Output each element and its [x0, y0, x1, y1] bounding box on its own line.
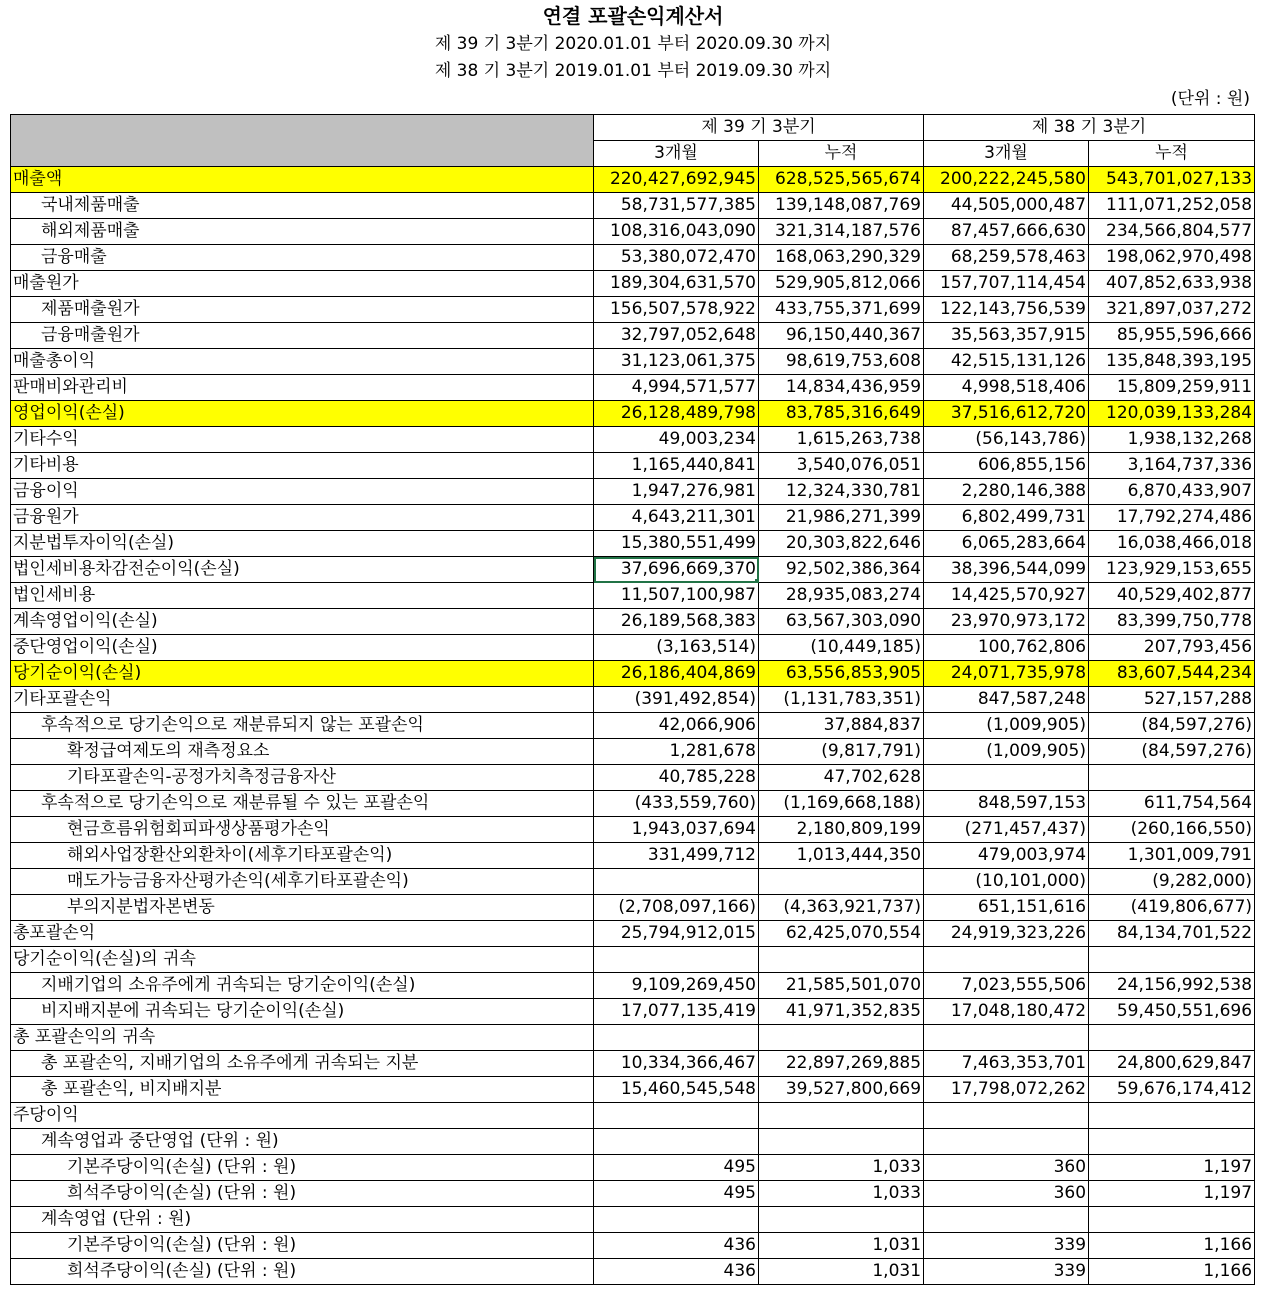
- prior-cumulative-cell[interactable]: [1089, 1207, 1255, 1233]
- current-three-month-cell[interactable]: 4,994,571,577: [594, 375, 759, 401]
- current-cumulative-cell[interactable]: 39,527,800,669: [759, 1077, 924, 1103]
- table-row: [11, 1129, 1255, 1155]
- prior-cumulative-cell[interactable]: 84,134,701,522: [1089, 921, 1255, 947]
- prior-three-month-cell[interactable]: 339: [924, 1233, 1089, 1259]
- row-label-cell[interactable]: 기본주당이익(손실) (단위 : 원): [11, 1233, 594, 1259]
- current-three-month-cell[interactable]: 1,165,440,841: [594, 453, 759, 479]
- table-row: [11, 1025, 1255, 1051]
- header-current-period[interactable]: 제 39 기 3분기: [594, 115, 924, 141]
- prior-three-month-cell[interactable]: [924, 765, 1089, 791]
- prior-three-month-cell[interactable]: (1,009,905): [924, 739, 1089, 765]
- prior-three-month-cell[interactable]: 848,597,153: [924, 791, 1089, 817]
- header-prior-cumulative[interactable]: 누적: [1089, 141, 1255, 167]
- prior-cumulative-cell[interactable]: 3,164,737,336: [1089, 453, 1255, 479]
- current-cumulative-cell[interactable]: 28,935,083,274: [759, 583, 924, 609]
- prior-three-month-cell[interactable]: [924, 947, 1089, 973]
- current-three-month-cell[interactable]: [594, 1103, 759, 1129]
- current-three-month-cell[interactable]: 495: [594, 1181, 759, 1207]
- current-three-month-cell[interactable]: 436: [594, 1259, 759, 1285]
- prior-cumulative-cell[interactable]: [1089, 765, 1255, 791]
- current-three-month-cell[interactable]: 42,066,906: [594, 713, 759, 739]
- prior-three-month-cell[interactable]: 35,563,357,915: [924, 323, 1089, 349]
- prior-cumulative-cell[interactable]: 6,870,433,907: [1089, 479, 1255, 505]
- prior-three-month-cell[interactable]: 479,003,974: [924, 843, 1089, 869]
- current-three-month-cell[interactable]: 40,785,228: [594, 765, 759, 791]
- row-label-cell[interactable]: 계속영업과 중단영업 (단위 : 원): [11, 1129, 594, 1155]
- current-three-month-cell[interactable]: 436: [594, 1233, 759, 1259]
- row-label-cell[interactable]: 총 포괄손익의 귀속: [11, 1025, 594, 1051]
- table-row: [11, 1181, 1255, 1207]
- prior-three-month-cell[interactable]: 2,280,146,388: [924, 479, 1089, 505]
- table-row: [11, 1103, 1255, 1129]
- prior-cumulative-cell[interactable]: 17,792,274,486: [1089, 505, 1255, 531]
- current-cumulative-cell[interactable]: (10,449,185): [759, 635, 924, 661]
- prior-cumulative-cell[interactable]: 321,897,037,272: [1089, 297, 1255, 323]
- current-three-month-cell[interactable]: 156,507,578,922: [594, 297, 759, 323]
- table-row: [11, 245, 1255, 271]
- current-three-month-cell[interactable]: [594, 869, 759, 895]
- table-row: [11, 1207, 1255, 1233]
- current-three-month-cell[interactable]: 26,186,404,869: [594, 661, 759, 687]
- current-three-month-cell[interactable]: 189,304,631,570: [594, 271, 759, 297]
- table-row: [11, 453, 1255, 479]
- current-three-month-cell[interactable]: [594, 1207, 759, 1233]
- row-label-cell[interactable]: 희석주당이익(손실) (단위 : 원): [11, 1259, 594, 1285]
- table-row: [11, 765, 1255, 791]
- prior-cumulative-cell[interactable]: 1,166: [1089, 1233, 1255, 1259]
- prior-cumulative-cell[interactable]: [1089, 1103, 1255, 1129]
- current-three-month-cell[interactable]: 15,380,551,499: [594, 531, 759, 557]
- table-row: [11, 323, 1255, 349]
- prior-three-month-cell[interactable]: [924, 1129, 1089, 1155]
- table-row: [11, 895, 1255, 921]
- prior-three-month-cell[interactable]: 200,222,245,580: [924, 167, 1089, 193]
- prior-three-month-cell[interactable]: 87,457,666,630: [924, 219, 1089, 245]
- prior-three-month-cell[interactable]: 7,463,353,701: [924, 1051, 1089, 1077]
- current-cumulative-cell[interactable]: [759, 1207, 924, 1233]
- table-row: [11, 973, 1255, 999]
- current-three-month-cell[interactable]: 26,189,568,383: [594, 609, 759, 635]
- current-cumulative-cell[interactable]: 3,540,076,051: [759, 453, 924, 479]
- prior-three-month-cell[interactable]: 23,970,973,172: [924, 609, 1089, 635]
- row-label-cell[interactable]: 판매비와관리비: [11, 375, 594, 401]
- row-label-cell[interactable]: 계속영업 (단위 : 원): [11, 1207, 594, 1233]
- row-label-cell[interactable]: 총포괄손익: [11, 921, 594, 947]
- row-label-cell[interactable]: 기타포괄손익-공정가치측정금융자산: [11, 765, 594, 791]
- current-three-month-cell[interactable]: 58,731,577,385: [594, 193, 759, 219]
- prior-three-month-cell[interactable]: 4,998,518,406: [924, 375, 1089, 401]
- row-label-cell[interactable]: 총 포괄손익, 지배기업의 소유주에게 귀속되는 지분: [11, 1051, 594, 1077]
- row-label-cell[interactable]: 현금흐름위험회피파생상품평가손익: [11, 817, 594, 843]
- prior-cumulative-cell[interactable]: [1089, 947, 1255, 973]
- prior-three-month-cell[interactable]: 14,425,570,927: [924, 583, 1089, 609]
- prior-cumulative-cell[interactable]: 1,166: [1089, 1259, 1255, 1285]
- current-cumulative-cell[interactable]: (1,131,783,351): [759, 687, 924, 713]
- prior-cumulative-cell[interactable]: 1,938,132,268: [1089, 427, 1255, 453]
- unit-label: (단위 : 원): [1170, 89, 1250, 109]
- statement-body: [11, 167, 1255, 1285]
- prior-cumulative-cell[interactable]: 24,800,629,847: [1089, 1051, 1255, 1077]
- current-three-month-cell[interactable]: 10,334,366,467: [594, 1051, 759, 1077]
- table-row: [11, 349, 1255, 375]
- prior-cumulative-cell[interactable]: 1,197: [1089, 1155, 1255, 1181]
- current-three-month-cell[interactable]: 1,943,037,694: [594, 817, 759, 843]
- income-statement-table: [10, 114, 1255, 1285]
- row-label-cell[interactable]: 기본주당이익(손실) (단위 : 원): [11, 1155, 594, 1181]
- prior-three-month-cell[interactable]: [924, 1025, 1089, 1051]
- row-label-cell[interactable]: 법인세비용: [11, 583, 594, 609]
- current-three-month-cell[interactable]: (433,559,760): [594, 791, 759, 817]
- current-cumulative-cell[interactable]: 168,063,290,329: [759, 245, 924, 271]
- current-cumulative-cell[interactable]: 1,033: [759, 1181, 924, 1207]
- current-cumulative-cell[interactable]: (4,363,921,737): [759, 895, 924, 921]
- prior-three-month-cell[interactable]: 38,396,544,099: [924, 557, 1089, 583]
- table-row: [11, 1233, 1255, 1259]
- current-three-month-cell[interactable]: 11,507,100,987: [594, 583, 759, 609]
- prior-cumulative-cell[interactable]: 24,156,992,538: [1089, 973, 1255, 999]
- current-three-month-cell[interactable]: 1,281,678: [594, 739, 759, 765]
- row-label-cell[interactable]: 법인세비용차감전순이익(손실): [11, 557, 594, 583]
- current-cumulative-cell[interactable]: 2,180,809,199: [759, 817, 924, 843]
- row-label-cell[interactable]: 총 포괄손익, 비지배지분: [11, 1077, 594, 1103]
- header-current-cumulative[interactable]: 누적: [759, 141, 924, 167]
- header-corner-cell[interactable]: [11, 115, 594, 167]
- prior-three-month-cell[interactable]: 44,505,000,487: [924, 193, 1089, 219]
- current-three-month-cell[interactable]: 108,316,043,090: [594, 219, 759, 245]
- current-period-line: 제 39 기 3분기 2020.01.01 부터 2020.09.30 까지: [434, 34, 832, 54]
- row-label-cell[interactable]: 계속영업이익(손실): [11, 609, 594, 635]
- prior-three-month-cell[interactable]: 7,023,555,506: [924, 973, 1089, 999]
- table-row: [11, 557, 1255, 583]
- prior-cumulative-cell[interactable]: (84,597,276): [1089, 713, 1255, 739]
- current-cumulative-cell[interactable]: [759, 1103, 924, 1129]
- prior-cumulative-cell[interactable]: 198,062,970,498: [1089, 245, 1255, 271]
- table-row: [11, 687, 1255, 713]
- current-cumulative-cell[interactable]: 37,884,837: [759, 713, 924, 739]
- table-row: [11, 1155, 1255, 1181]
- current-cumulative-cell[interactable]: 20,303,822,646: [759, 531, 924, 557]
- prior-cumulative-cell[interactable]: [1089, 1025, 1255, 1051]
- prior-three-month-cell[interactable]: 157,707,114,454: [924, 271, 1089, 297]
- current-three-month-cell[interactable]: 9,109,269,450: [594, 973, 759, 999]
- table-row: [11, 947, 1255, 973]
- current-cumulative-cell[interactable]: 1,013,444,350: [759, 843, 924, 869]
- current-cumulative-cell[interactable]: [759, 1025, 924, 1051]
- prior-three-month-cell[interactable]: 24,919,323,226: [924, 921, 1089, 947]
- current-cumulative-cell[interactable]: 63,556,853,905: [759, 661, 924, 687]
- row-label-cell[interactable]: 비지배지분에 귀속되는 당기순이익(손실): [11, 999, 594, 1025]
- current-three-month-cell[interactable]: 49,003,234: [594, 427, 759, 453]
- table-row: [11, 297, 1255, 323]
- table-row: [11, 921, 1255, 947]
- table-row: [11, 1259, 1255, 1285]
- current-three-month-cell[interactable]: 1,947,276,981: [594, 479, 759, 505]
- row-label-cell[interactable]: 지분법투자이익(손실): [11, 531, 594, 557]
- prior-cumulative-cell[interactable]: 40,529,402,877: [1089, 583, 1255, 609]
- prior-three-month-cell[interactable]: (10,101,000): [924, 869, 1089, 895]
- current-cumulative-cell[interactable]: [759, 1129, 924, 1155]
- current-cumulative-cell[interactable]: 1,033: [759, 1155, 924, 1181]
- table-row: [11, 193, 1255, 219]
- current-cumulative-cell[interactable]: 433,755,371,699: [759, 297, 924, 323]
- current-cumulative-cell[interactable]: 21,585,501,070: [759, 973, 924, 999]
- row-label-cell[interactable]: 지배기업의 소유주에게 귀속되는 당기순이익(손실): [11, 973, 594, 999]
- current-three-month-cell[interactable]: 4,643,211,301: [594, 505, 759, 531]
- current-cumulative-cell[interactable]: 1,031: [759, 1233, 924, 1259]
- prior-cumulative-cell[interactable]: (260,166,550): [1089, 817, 1255, 843]
- current-cumulative-cell[interactable]: 139,148,087,769: [759, 193, 924, 219]
- row-label-cell[interactable]: 매출총이익: [11, 349, 594, 375]
- table-row: [11, 635, 1255, 661]
- row-label-cell[interactable]: 후속적으로 당기손익으로 재분류될 수 있는 포괄손익: [11, 791, 594, 817]
- prior-cumulative-cell[interactable]: 83,399,750,778: [1089, 609, 1255, 635]
- prior-cumulative-cell[interactable]: 123,929,153,655: [1089, 557, 1255, 583]
- prior-period-line: 제 38 기 3분기 2019.01.01 부터 2019.09.30 까지: [434, 61, 832, 81]
- prior-three-month-cell[interactable]: (56,143,786): [924, 427, 1089, 453]
- prior-three-month-cell[interactable]: 847,587,248: [924, 687, 1089, 713]
- current-cumulative-cell[interactable]: 628,525,565,674: [759, 167, 924, 193]
- header-current-three-month[interactable]: 3개월: [594, 141, 759, 167]
- table-row: [11, 1077, 1255, 1103]
- prior-cumulative-cell[interactable]: 59,676,174,412: [1089, 1077, 1255, 1103]
- prior-three-month-cell[interactable]: [924, 1103, 1089, 1129]
- row-label-cell[interactable]: 금융이익: [11, 479, 594, 505]
- current-three-month-cell[interactable]: 15,460,545,548: [594, 1077, 759, 1103]
- table-row: [11, 1051, 1255, 1077]
- current-cumulative-cell[interactable]: (9,817,791): [759, 739, 924, 765]
- row-label-cell[interactable]: 매도가능금융자산평가손익(세후기타포괄손익): [11, 869, 594, 895]
- row-label-cell[interactable]: 금융매출: [11, 245, 594, 271]
- prior-cumulative-cell[interactable]: 16,038,466,018: [1089, 531, 1255, 557]
- prior-three-month-cell[interactable]: 6,065,283,664: [924, 531, 1089, 557]
- current-cumulative-cell[interactable]: 21,986,271,399: [759, 505, 924, 531]
- current-three-month-cell[interactable]: (391,492,854): [594, 687, 759, 713]
- current-cumulative-cell[interactable]: 47,702,628: [759, 765, 924, 791]
- current-three-month-cell[interactable]: 220,427,692,945: [594, 167, 759, 193]
- row-label-cell[interactable]: 기타비용: [11, 453, 594, 479]
- prior-three-month-cell[interactable]: 68,259,578,463: [924, 245, 1089, 271]
- table-row: [11, 505, 1255, 531]
- current-cumulative-cell[interactable]: 63,567,303,090: [759, 609, 924, 635]
- current-three-month-cell[interactable]: 31,123,061,375: [594, 349, 759, 375]
- table-row: [11, 869, 1255, 895]
- table-row: [11, 583, 1255, 609]
- header-prior-three-month[interactable]: 3개월: [924, 141, 1089, 167]
- current-three-month-cell[interactable]: 26,128,489,798: [594, 401, 759, 427]
- prior-cumulative-cell[interactable]: 15,809,259,911: [1089, 375, 1255, 401]
- header-row-periods: [11, 115, 1255, 141]
- prior-cumulative-cell[interactable]: 1,197: [1089, 1181, 1255, 1207]
- row-label-cell[interactable]: 해외제품매출: [11, 219, 594, 245]
- row-label-cell[interactable]: 국내제품매출: [11, 193, 594, 219]
- prior-cumulative-cell[interactable]: 120,039,133,284: [1089, 401, 1255, 427]
- current-cumulative-cell[interactable]: 98,619,753,608: [759, 349, 924, 375]
- prior-cumulative-cell[interactable]: (419,806,677): [1089, 895, 1255, 921]
- prior-three-month-cell[interactable]: (1,009,905): [924, 713, 1089, 739]
- prior-cumulative-cell[interactable]: 111,071,252,058: [1089, 193, 1255, 219]
- row-label-cell[interactable]: 매출액: [11, 167, 594, 193]
- prior-three-month-cell[interactable]: 360: [924, 1181, 1089, 1207]
- row-label-cell[interactable]: 금융원가: [11, 505, 594, 531]
- prior-three-month-cell[interactable]: 17,798,072,262: [924, 1077, 1089, 1103]
- prior-cumulative-cell[interactable]: 85,955,596,666: [1089, 323, 1255, 349]
- header-prior-period[interactable]: 제 38 기 3분기: [924, 115, 1255, 141]
- row-label-cell[interactable]: 제품매출원가: [11, 297, 594, 323]
- prior-three-month-cell[interactable]: 17,048,180,472: [924, 999, 1089, 1025]
- current-cumulative-cell[interactable]: 96,150,440,367: [759, 323, 924, 349]
- table-row: [11, 427, 1255, 453]
- prior-three-month-cell[interactable]: 651,151,616: [924, 895, 1089, 921]
- row-label-cell[interactable]: 희석주당이익(손실) (단위 : 원): [11, 1181, 594, 1207]
- table-row: [11, 531, 1255, 557]
- current-cumulative-cell[interactable]: 14,834,436,959: [759, 375, 924, 401]
- current-cumulative-cell[interactable]: (1,169,668,188): [759, 791, 924, 817]
- prior-three-month-cell[interactable]: 42,515,131,126: [924, 349, 1089, 375]
- row-label-cell[interactable]: 당기순이익(손실): [11, 661, 594, 687]
- current-cumulative-cell[interactable]: 321,314,187,576: [759, 219, 924, 245]
- current-three-month-cell[interactable]: 17,077,135,419: [594, 999, 759, 1025]
- table-row: [11, 167, 1255, 193]
- current-cumulative-cell[interactable]: [759, 947, 924, 973]
- table-row: [11, 479, 1255, 505]
- current-three-month-cell[interactable]: 53,380,072,470: [594, 245, 759, 271]
- prior-cumulative-cell[interactable]: 527,157,288: [1089, 687, 1255, 713]
- table-row: [11, 375, 1255, 401]
- prior-cumulative-cell[interactable]: 83,607,544,234: [1089, 661, 1255, 687]
- prior-cumulative-cell[interactable]: (9,282,000): [1089, 869, 1255, 895]
- prior-three-month-cell[interactable]: 606,855,156: [924, 453, 1089, 479]
- current-three-month-cell[interactable]: [594, 1025, 759, 1051]
- current-cumulative-cell[interactable]: 41,971,352,835: [759, 999, 924, 1025]
- table-row: [11, 661, 1255, 687]
- table-row: [11, 401, 1255, 427]
- table-row: [11, 791, 1255, 817]
- statement-title: 연결 포괄손익계산서: [542, 4, 724, 28]
- current-cumulative-cell[interactable]: 1,031: [759, 1259, 924, 1285]
- prior-three-month-cell[interactable]: 24,071,735,978: [924, 661, 1089, 687]
- prior-three-month-cell[interactable]: 37,516,612,720: [924, 401, 1089, 427]
- table-row: [11, 271, 1255, 297]
- row-label-cell[interactable]: 후속적으로 당기손익으로 재분류되지 않는 포괄손익: [11, 713, 594, 739]
- table-row: [11, 999, 1255, 1025]
- current-three-month-cell[interactable]: 495: [594, 1155, 759, 1181]
- current-cumulative-cell[interactable]: [759, 869, 924, 895]
- current-three-month-cell[interactable]: (3,163,514): [594, 635, 759, 661]
- row-label-cell[interactable]: 기타포괄손익: [11, 687, 594, 713]
- prior-three-month-cell[interactable]: 122,143,756,539: [924, 297, 1089, 323]
- current-cumulative-cell[interactable]: 22,897,269,885: [759, 1051, 924, 1077]
- current-cumulative-cell[interactable]: 1,615,263,738: [759, 427, 924, 453]
- prior-cumulative-cell[interactable]: 407,852,633,938: [1089, 271, 1255, 297]
- current-three-month-cell[interactable]: [594, 947, 759, 973]
- current-three-month-cell[interactable]: 331,499,712: [594, 843, 759, 869]
- row-label-cell[interactable]: 금융매출원가: [11, 323, 594, 349]
- prior-cumulative-cell[interactable]: [1089, 1129, 1255, 1155]
- table-row: [11, 843, 1255, 869]
- row-label-cell[interactable]: 기타수익: [11, 427, 594, 453]
- row-label-cell[interactable]: 부의지분법자본변동: [11, 895, 594, 921]
- table-row: [11, 609, 1255, 635]
- prior-cumulative-cell[interactable]: 1,301,009,791: [1089, 843, 1255, 869]
- prior-cumulative-cell[interactable]: 207,793,456: [1089, 635, 1255, 661]
- prior-cumulative-cell[interactable]: 611,754,564: [1089, 791, 1255, 817]
- current-cumulative-cell[interactable]: 83,785,316,649: [759, 401, 924, 427]
- row-label-cell[interactable]: 영업이익(손실): [11, 401, 594, 427]
- prior-cumulative-cell[interactable]: 543,701,027,133: [1089, 167, 1255, 193]
- row-label-cell[interactable]: 확정급여제도의 재측정요소: [11, 739, 594, 765]
- current-three-month-cell[interactable]: 25,794,912,015: [594, 921, 759, 947]
- current-three-month-cell[interactable]: (2,708,097,166): [594, 895, 759, 921]
- prior-cumulative-cell[interactable]: 59,450,551,696: [1089, 999, 1255, 1025]
- prior-three-month-cell[interactable]: 360: [924, 1155, 1089, 1181]
- selected-cell[interactable]: 37,696,669,370: [594, 557, 759, 583]
- row-label-cell[interactable]: 해외사업장환산외환차이(세후기타포괄손익): [11, 843, 594, 869]
- table-row: [11, 219, 1255, 245]
- prior-three-month-cell[interactable]: (271,457,437): [924, 817, 1089, 843]
- row-label-cell[interactable]: 매출원가: [11, 271, 594, 297]
- prior-three-month-cell[interactable]: [924, 1207, 1089, 1233]
- current-cumulative-cell[interactable]: 12,324,330,781: [759, 479, 924, 505]
- current-cumulative-cell[interactable]: 92,502,386,364: [759, 557, 924, 583]
- row-label-cell[interactable]: 당기순이익(손실)의 귀속: [11, 947, 594, 973]
- current-three-month-cell[interactable]: [594, 1129, 759, 1155]
- prior-three-month-cell[interactable]: 339: [924, 1259, 1089, 1285]
- current-cumulative-cell[interactable]: 62,425,070,554: [759, 921, 924, 947]
- current-cumulative-cell[interactable]: 529,905,812,066: [759, 271, 924, 297]
- prior-cumulative-cell[interactable]: 135,848,393,195: [1089, 349, 1255, 375]
- table-row: [11, 817, 1255, 843]
- table-row: [11, 713, 1255, 739]
- row-label-cell[interactable]: 주당이익: [11, 1103, 594, 1129]
- prior-cumulative-cell[interactable]: (84,597,276): [1089, 739, 1255, 765]
- current-three-month-cell[interactable]: 32,797,052,648: [594, 323, 759, 349]
- prior-cumulative-cell[interactable]: 234,566,804,577: [1089, 219, 1255, 245]
- prior-three-month-cell[interactable]: 6,802,499,731: [924, 505, 1089, 531]
- row-label-cell[interactable]: 중단영업이익(손실): [11, 635, 594, 661]
- table-row: [11, 739, 1255, 765]
- prior-three-month-cell[interactable]: 100,762,806: [924, 635, 1089, 661]
